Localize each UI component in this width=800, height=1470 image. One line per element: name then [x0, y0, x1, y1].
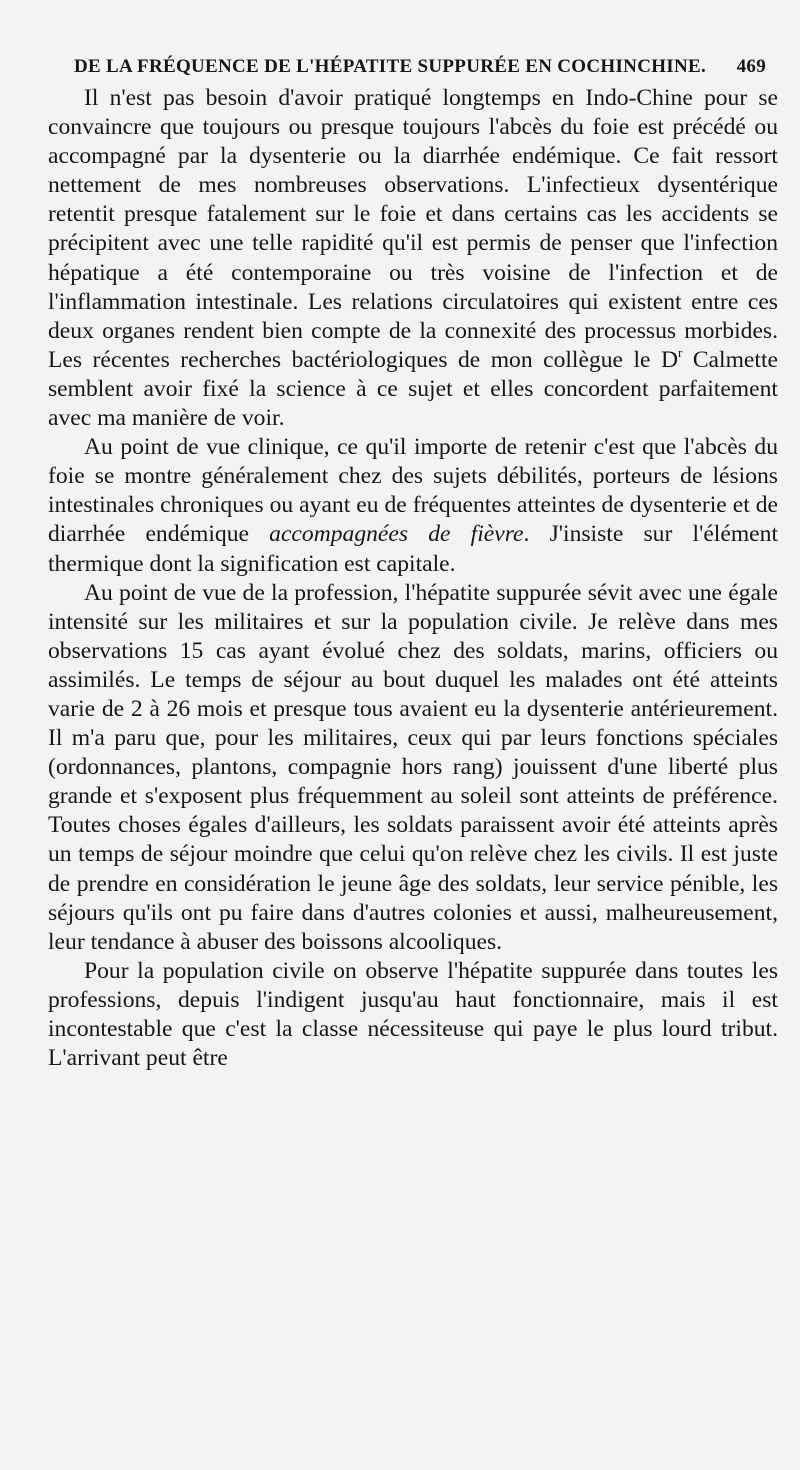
paragraph-2: [48, 433, 778, 578]
paragraph-1-text-after: Calmette semblent avoir fixé la science à ce sujet et elles concordent parfaitement avec ma manière de voir.: [48, 346, 778, 432]
paragraph-4: [48, 957, 778, 1073]
doctor-abbrev-sup: r: [678, 344, 683, 360]
paragraph-3-text: Au point de vue de la profession, l'hépatite suppurée sévit avec une égale intensité sur les militaires et sur la population civile. Je relève dans mes observations 15 cas ayant évolué chez des soldats, marins, officiers ou assimilés. Le temps de séjour au bout duquel les malades ont été atteints varie de 2 à 26 mois et presque tous avaient eu la dysenterie antérieurement. Il m'a paru que, pour les militaires, ceux qui par leurs fonctions spéciales (ordonnances, plantons, compagnie hors rang) jouissent d'une liberté plus grande et s'exposent plus fréquemment au soleil sont atteints de préférence. Toutes choses égales d'ailleurs, les soldats paraissent avoir été atteints après un temps de séjour moindre que celui qu'on relève chez les civils. Il est juste de prendre en considération le jeune âge des soldats, leur service pénible, les séjours qu'ils ont pu faire dans d'autres colonies et aussi, malheureusement, leur tendance à abuser des boissons alcooliques.: [48, 579, 778, 955]
paragraph-1: [48, 84, 778, 433]
paragraph-2-after: . J'insiste sur l'élément thermique dont la signification est capitale.: [48, 521, 778, 577]
running-header: [74, 56, 766, 78]
paragraph-2-italic: accompagnées de fièvre: [269, 521, 524, 548]
header-title: DE LA FRÉQUENCE DE L'HÉPATITE SUPPURÉE EN COCHINCHINE.: [74, 56, 707, 77]
paragraph-4-text: Pour la population civile on observe l'hépatite suppurée dans toutes les professions, depuis l'indigent jusqu'au haut fonctionnaire, mais il est incontestable que c'est la classe nécessiteuse qui paye le plus lourd tribut. L'arrivant peut être: [48, 957, 778, 1072]
paragraph-2-before: Au point de vue clinique, ce qu'il importe de retenir c'est que l'abcès du foie se montre généralement chez des sujets débilités, porteurs de lésions intestinales chroniques ou ayant eu de fréquentes atteintes de dysenterie et de diarrhée endémique: [48, 434, 778, 548]
paragraph-3: [48, 579, 778, 957]
body-text: [48, 84, 778, 1073]
paragraph-1-text: Il n'est pas besoin d'avoir pratiqué longtemps en Indo-Chine pour se convaincre que toujours ou presque toujours l'abcès du foie est précédé ou accompagné par la dysenterie ou la diarrhée endémique. Ce fait ressort nettement de mes nombreuses observations. L'infectieux dysentérique retentit presque fatalement sur le foie et dans certains cas les accidents se précipitent avec une telle rapidité qu'il est permis de penser que l'infection hépatique a été contemporaine ou très voisine de l'infection et de l'inflammation intestinale. Les relations circulatoires qui existent entre ces deux organes rendent bien compte de la connexité des processus morbides. Les récentes recherches bactériologiques de mon collègue le D: [48, 85, 778, 373]
page-number: 469: [736, 56, 766, 77]
